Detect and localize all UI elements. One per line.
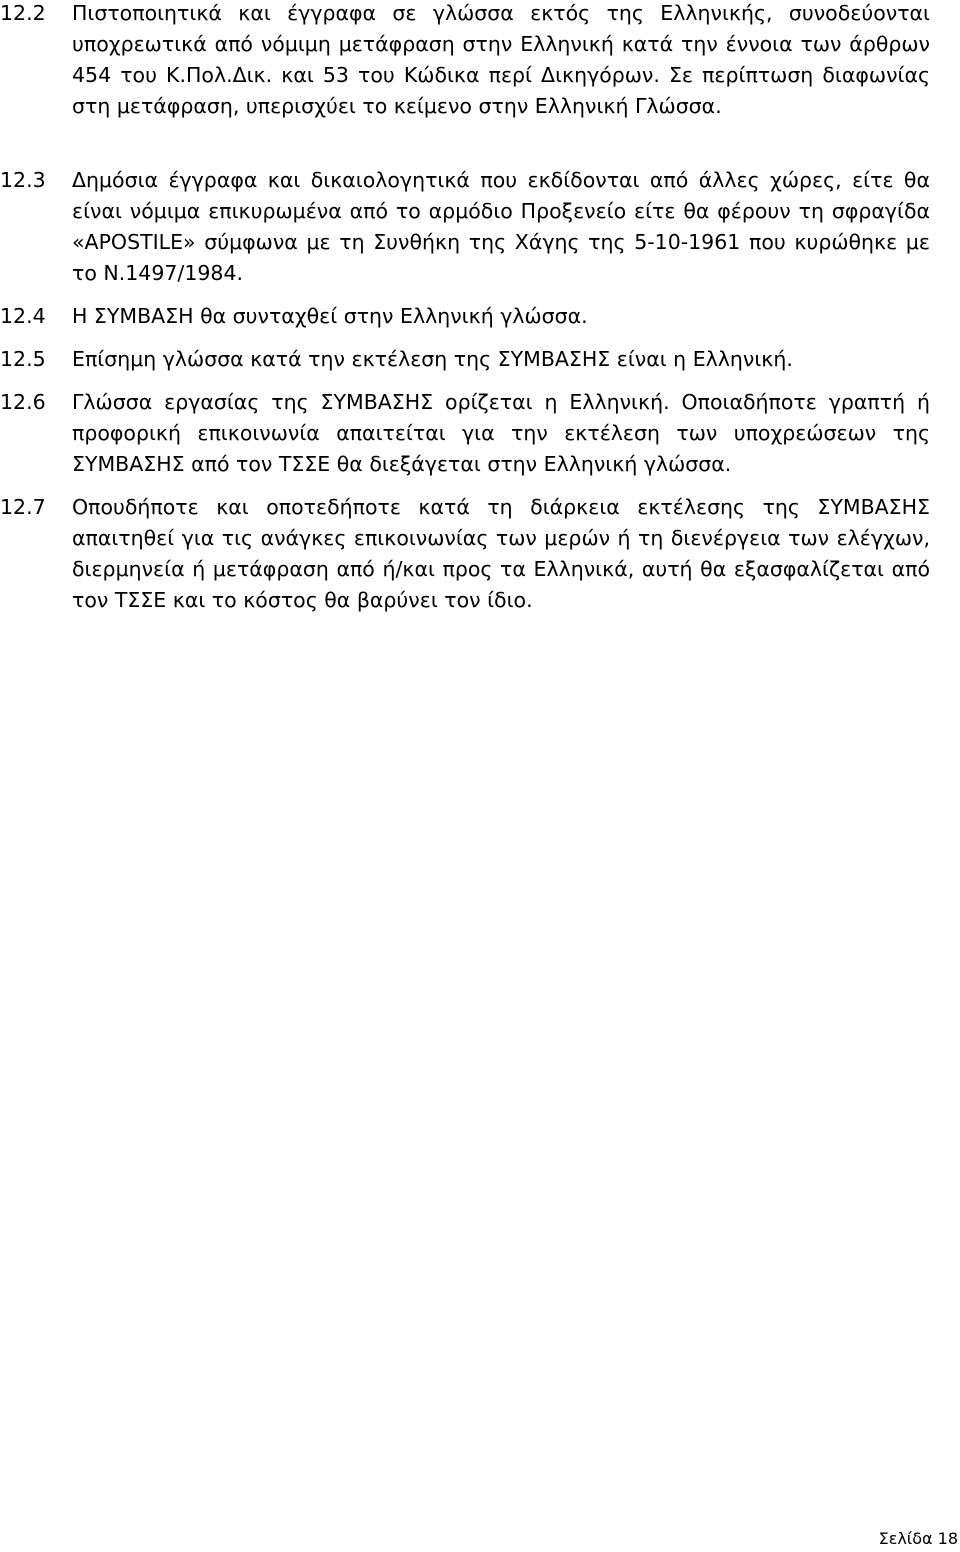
paragraph-text: Δημόσια έγγραφα και δικαιολογητικά που εκδίδονται από άλλες χώρες, είτε θα είναι νόμιμα επικυρωμένα από το αρμόδιο Προξενείο είτε θα φέρουν τη σφραγίδα «APOSTILE» σύμφωνα με τη Συνθήκη της Χάγης της 5-10-1961 που κυρώθηκε με το Ν.1497/1984. xyxy=(72,168,930,285)
paragraph-number: 12.6 xyxy=(0,390,46,414)
paragraph-12-2 xyxy=(0,0,930,122)
paragraph-12-5 xyxy=(0,344,930,375)
paragraph-text: Οπουδήποτε και οποτεδήποτε κατά τη διάρκεια εκτέλεσης της ΣΥΜΒΑΣΗΣ απαιτηθεί για τις ανάγκες επικοινωνίας των μερών ή τη διενέργεια των ελέγχων, διερμηνεία ή μετάφραση από ή/και προς τα Ελληνικά, αυτή θα εξασφαλίζεται από τον ΤΣΣΕ και το κόστος θα βαρύνει τον ίδιο. xyxy=(72,495,930,612)
paragraph-text: Πιστοποιητικά και έγγραφα σε γλώσσα εκτός της Ελληνικής, συνοδεύονται υποχρεωτικά από νόμιμη μετάφραση στην Ελληνική κατά την έννοια των άρθρων 454 του Κ.Πολ.Δικ. και 53 του Κώδικα περί Δικηγόρων. Σε περίπτωση διαφωνίας στη μετάφραση, υπερισχύει το κείμενο στην Ελληνική Γλώσσα. xyxy=(72,1,930,118)
paragraph-number: 12.4 xyxy=(0,304,46,328)
paragraph-text: Η ΣΥΜΒΑΣΗ θα συνταχθεί στην Ελληνική γλώσσα. xyxy=(72,304,588,328)
paragraph-number: 12.2 xyxy=(0,1,46,25)
paragraph-12-6 xyxy=(0,387,930,480)
document-body xyxy=(0,0,930,616)
paragraph-text: Επίσημη γλώσσα κατά την εκτέλεση της ΣΥΜΒΑΣΗΣ είναι η Ελληνική. xyxy=(72,347,793,371)
paragraph-text: Γλώσσα εργασίας της ΣΥΜΒΑΣΗΣ ορίζεται η Ελληνική. Οποιαδήποτε γραπτή ή προφορική επικοινωνία απαιτείται για την εκτέλεση των υποχρεώσεων της ΣΥΜΒΑΣΗΣ από τον ΤΣΣΕ θα διεξάγεται στην Ελληνική γλώσσα. xyxy=(72,390,930,476)
paragraph-number: 12.3 xyxy=(0,168,46,192)
page-number: Σελίδα 18 xyxy=(878,1529,958,1548)
paragraph-number: 12.5 xyxy=(0,347,46,371)
paragraph-12-3 xyxy=(0,165,930,289)
paragraph-12-4 xyxy=(0,301,930,332)
paragraph-number: 12.7 xyxy=(0,495,46,519)
paragraph-12-7 xyxy=(0,492,930,616)
